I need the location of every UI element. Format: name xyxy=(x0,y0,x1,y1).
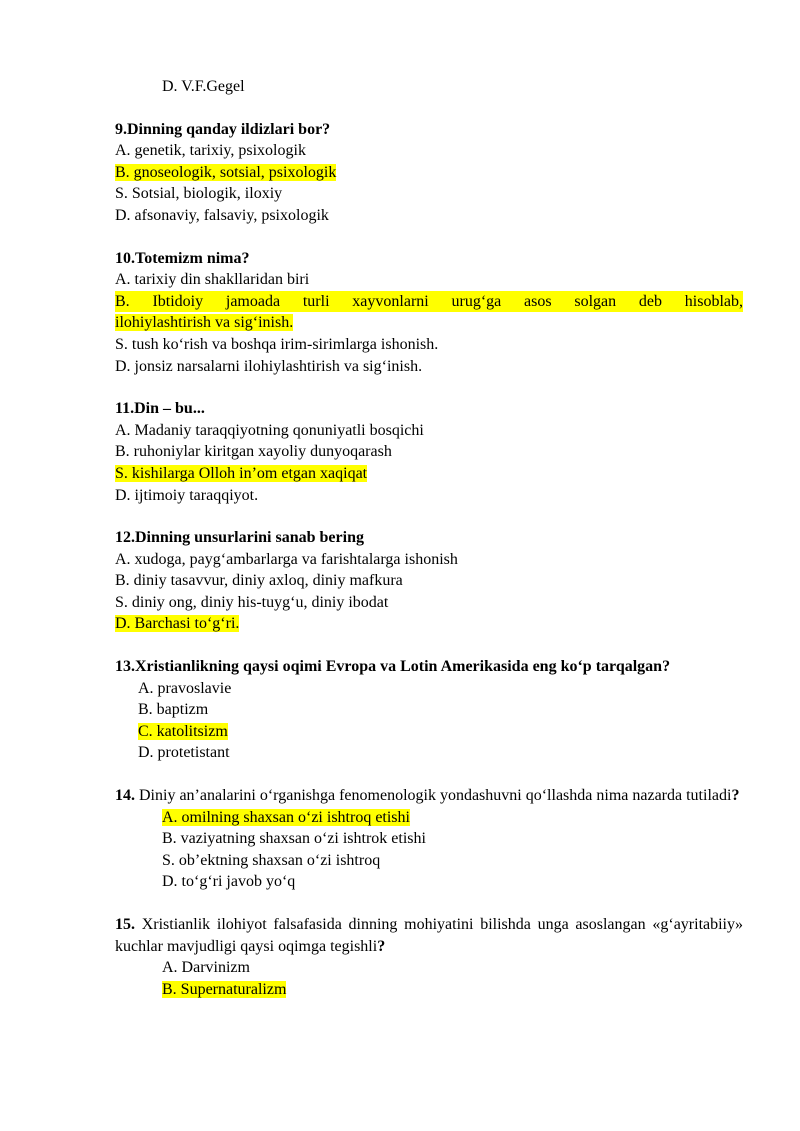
question-14 xyxy=(115,785,743,893)
option-a: A. xudoga, payg‘ambarlarga va farishtalarga ishonish xyxy=(115,550,458,568)
option-d xyxy=(115,613,743,635)
answer-highlight: D. Barchasi to‘g‘ri. xyxy=(115,615,240,633)
question-number: 15. xyxy=(115,916,135,933)
answer-highlight: C. katolitsizm xyxy=(138,722,228,740)
option-a: A. tarixiy din shakllaridan biri xyxy=(115,271,310,289)
option-d: D. afsonaviy, falsaviy, psixologik xyxy=(115,206,329,224)
question-title: 9.Dinning qanday ildizlari bor? xyxy=(115,120,331,138)
option-b: B. diniy tasavvur, diniy axloq, diniy mafkura xyxy=(115,572,403,590)
question-11 xyxy=(115,398,743,506)
option-b xyxy=(115,979,743,1001)
option-s xyxy=(115,463,743,485)
question-title xyxy=(115,914,743,957)
answer-highlight: S. kishilarga Olloh in’om etgan xaqiqat xyxy=(115,464,368,482)
prev-question-tail xyxy=(115,76,743,98)
question-10 xyxy=(115,248,743,378)
option-s: S. diniy ong, diniy his-tuyg‘u, diniy ibodat xyxy=(115,593,389,611)
option-b: B. vaziyatning shaxsan o‘zi ishtrok etishi xyxy=(162,830,426,848)
option-b: B. ruhoniylar kiritgan xayoliy dunyoqarash xyxy=(115,443,392,461)
option-s: S. ob’ektning shaxsan o‘zi ishtroq xyxy=(162,851,381,869)
question-text: Diniy an’analarini o‘rganishga fenomenologik yondashuvni qo‘llashda nima nazarda tutiladi xyxy=(135,787,732,805)
option-a: A. Darvinizm xyxy=(162,959,250,977)
option-b xyxy=(115,291,743,313)
question-9 xyxy=(115,119,743,227)
question-number: 14. xyxy=(115,787,135,805)
option-d: D. to‘g‘ri javob yo‘q xyxy=(162,873,296,891)
question-title: 13.Xristianlikning qaysi oqimi Evropa va Lotin Amerikasida eng ko‘p tarqalgan? xyxy=(115,658,671,676)
option-d: D. V.F.Gegel xyxy=(162,78,245,95)
question-title: 10.Totemizm nima? xyxy=(115,249,250,267)
option-b-continued xyxy=(115,312,743,334)
option-b xyxy=(115,162,743,184)
question-15 xyxy=(115,914,743,1000)
option-d: D. protetistant xyxy=(138,744,230,762)
option-d: D. ijtimoiy taraqqiyot. xyxy=(115,486,259,504)
option-b: B. baptizm xyxy=(138,701,209,719)
option-s: S. tush ko‘rish va boshqa irim-sirimlarga ishonish. xyxy=(115,335,439,353)
option-c xyxy=(115,721,743,743)
question-title: 12.Dinning unsurlarini sanab bering xyxy=(115,529,364,547)
answer-highlight: B. Supernaturalizm xyxy=(162,980,287,998)
option-a xyxy=(115,807,743,829)
option-d: D. jonsiz narsalarni ilohiylashtirish va sig‘inish. xyxy=(115,357,423,375)
option-a: A. genetik, tarixiy, psixologik xyxy=(115,142,306,160)
option-a: A. pravoslavie xyxy=(138,679,232,697)
question-mark: ? xyxy=(377,937,386,955)
question-title xyxy=(115,785,743,807)
answer-highlight: ilohiylashtirish va sig‘inish. xyxy=(115,314,294,332)
question-12 xyxy=(115,527,743,635)
document-page xyxy=(115,76,743,1021)
question-title: 11.Din – bu... xyxy=(115,400,205,418)
answer-highlight: B. gnoseologik, sotsial, psixologik xyxy=(115,163,337,181)
option-a: A. Madaniy taraqqiyotning qonuniyatli bosqichi xyxy=(115,421,424,439)
option-s: S. Sotsial, biologik, iloxiy xyxy=(115,185,283,203)
question-text: Xristianlik ilohiyot falsafasida dinning mohiyatini bilishda unga asoslangan «g‘ayritabiiy» kuchlar mavjudligi qaysi oqimga tegishli xyxy=(115,916,743,955)
question-mark: ? xyxy=(731,787,740,805)
answer-highlight: B. Ibtidoiy jamoada turli xayvonlarni urug‘ga asos solgan deb hisoblab, xyxy=(115,291,743,313)
answer-highlight: A. omilning shaxsan o‘zi ishtroq etishi xyxy=(162,808,410,826)
question-13 xyxy=(115,656,743,764)
